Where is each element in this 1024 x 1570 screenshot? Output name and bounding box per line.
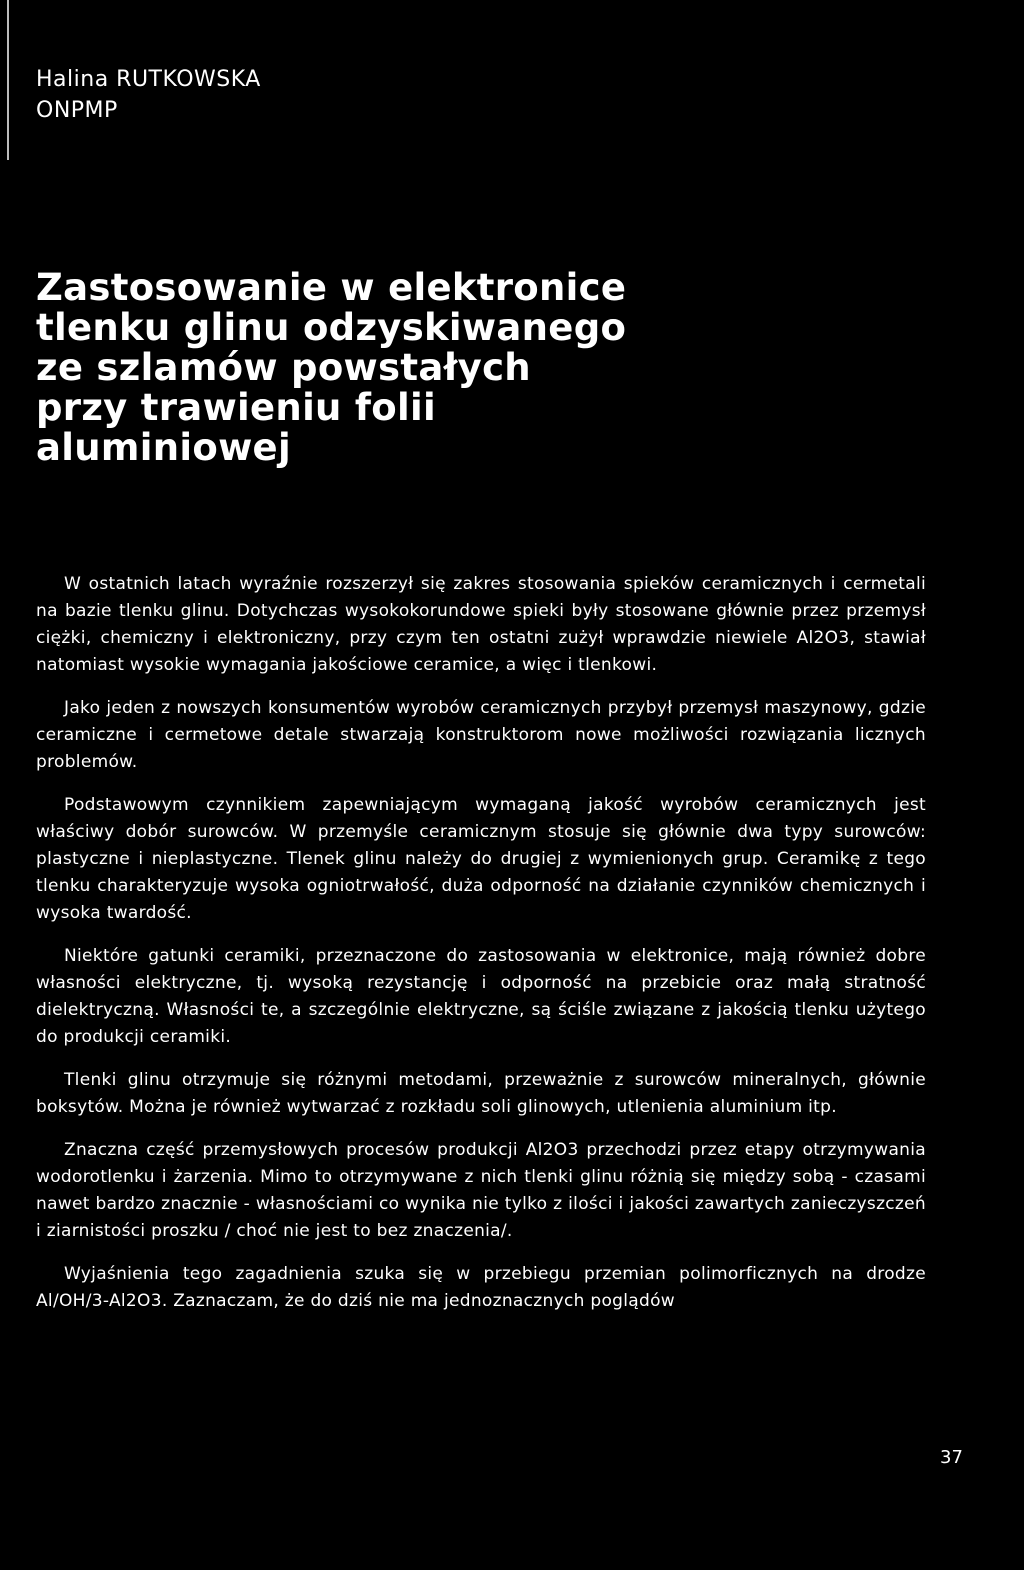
article-body	[36, 571, 926, 1331]
paragraph: Wyjaśnienia tego zagadnienia szuka się w przebiegu przemian polimorficznych na drodze Al/OH/3-Al2O3. Zaznaczam, że do dziś nie ma jednoznacznych poglądów	[36, 1264, 926, 1311]
article-title	[36, 268, 936, 468]
title-line: tlenku glinu odzyskiwanego	[36, 306, 627, 349]
scan-edge-line	[7, 0, 9, 160]
paragraph: Podstawowym czynnikiem zapewniającym wymaganą jakość wyrobów ceramicznych jest właściwy dobór surowców. W przemyśle ceramicznym stosuje się głównie dwa typy surowców: plastyczne i nieplastyczne. Tlenek glinu należy do drugiej z wymienionych grup. Ceramikę z tego tlenku charakteryzuje wysoka ogniotrwałość, duża odporność na działanie czynników chemicznych i wysoka twardość.	[36, 795, 926, 923]
author-affiliation: ONPMP	[36, 98, 118, 123]
title-line: aluminiowej	[36, 426, 291, 469]
title-line: Zastosowanie w elektronice	[36, 266, 627, 309]
author-name: Halina RUTKOWSKA	[36, 67, 261, 92]
title-line: przy trawieniu folii	[36, 386, 436, 429]
paragraph: Tlenki glinu otrzymuje się różnymi metodami, przeważnie z surowców mineralnych, głównie boksytów. Można je również wytwarzać z rozkładu soli glinowych, utlenienia aluminium itp.	[36, 1070, 926, 1117]
author-block	[36, 64, 261, 126]
paragraph: Niektóre gatunki ceramiki, przeznaczone do zastosowania w elektronice, mają również dobre własności elektryczne, tj. wysoką rezystancję i odporność na przebicie oraz małą stratność dielektryczną. Własności te, a szczególnie elektryczne, są ściśle związane z jakością tlenku użytego do produkcji ceramiki.	[36, 946, 926, 1047]
paragraph: Znaczna część przemysłowych procesów produkcji Al2O3 przechodzi przez etapy otrzymywania wodorotlenku i żarzenia. Mimo to otrzymywane z nich tlenki glinu różnią się między sobą - czasami nawet bardzo znacznie - własnościami co wynika nie tylko z ilości i jakości zawartych zanieczyszczeń i ziarnistości proszku / choć nie jest to bez znaczenia/.	[36, 1140, 926, 1241]
title-line: ze szlamów powstałych	[36, 346, 531, 389]
page-number: 37	[940, 1447, 963, 1468]
paragraph: Jako jeden z nowszych konsumentów wyrobów ceramicznych przybył przemysł maszynowy, gdzie ceramiczne i cermetowe detale stwarzają konstruktorom nowe możliwości rozwiązania licznych problemów.	[36, 698, 926, 772]
paragraph: W ostatnich latach wyraźnie rozszerzył się zakres stosowania spieków ceramicznych i cermetali na bazie tlenku glinu. Dotychczas wysokokorundowe spieki były stosowane głównie przez przemysł ciężki, chemiczny i elektroniczny, przy czym ten ostatni zużył wprawdzie niewiele Al2O3, stawiał natomiast wysokie wymagania jakościowe ceramice, a więc i tlenkowi.	[36, 574, 926, 675]
